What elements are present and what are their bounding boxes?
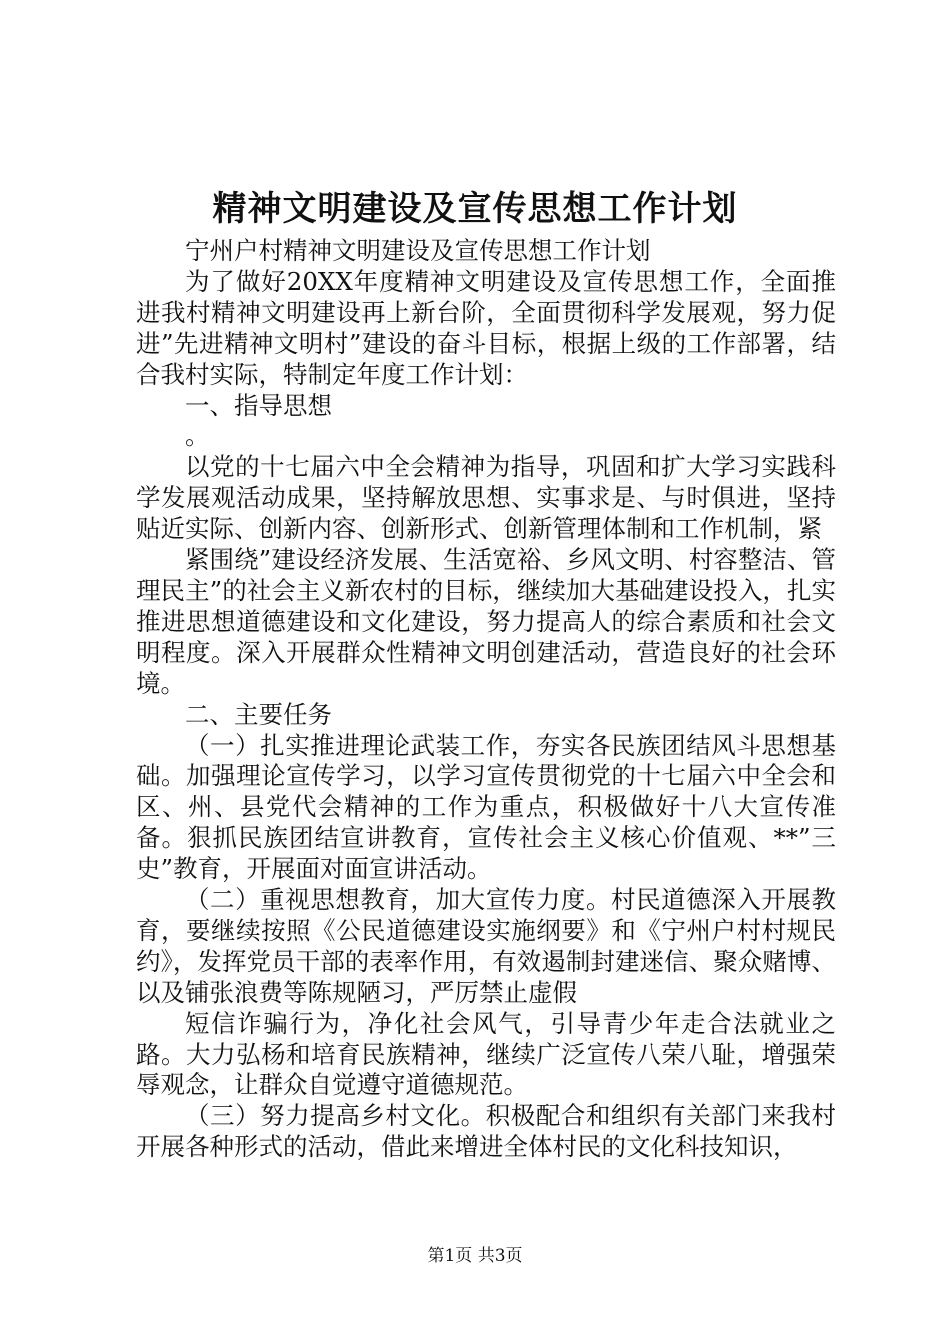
section-heading-guiding-thought: 一、指导思想 <box>185 390 332 420</box>
paragraph-goals: 紧围绕”建设经济发展、生活宽裕、乡风文明、村容整洁、管理民主”的社会主义新农村的目标，继续加大基础建设投入，扎实推进思想道德建设和文化建设，努力提高人的综合素质和社会文明程度。深入开展群众性精神文明创建活动，营造良好的社会环境。 <box>136 545 836 698</box>
paragraph-period: 。 <box>185 421 210 451</box>
paragraph-intro: 为了做好20XX年度精神文明建设及宣传思想工作，全面推进我村精神文明建设再上新台阶，全面贯彻科学发展观，努力促进”先进精神文明村”建设的奋斗目标，根据上级的工作部署，结合我村实际，特制定年度工作计划： <box>136 266 836 389</box>
document-body <box>136 236 836 1163</box>
paragraph-subtitle: 宁州户村精神文明建设及宣传思想工作计划 <box>185 236 651 265</box>
paragraph-task-1: （一）扎实推进理论武装工作，夯实各民族团结风斗思想基础。加强理论宣传学习，以学习宣传贯彻党的十七届六中全会和区、州、县党代会精神的工作为重点，积极做好十八大宣传准备。狠抓民族团结宣讲教育，宣传社会主义核心价值观、**”三史”教育，开展面对面宣讲活动。 <box>136 730 836 884</box>
paragraph-task-2-continued: 短信诈骗行为，净化社会风气，引导青少年走合法就业之路。大力弘杨和培育民族精神，继续广泛宣传八荣八耻，增强荣辱观念，让群众自觉遵守道德规范。 <box>136 1008 836 1100</box>
paragraph-guiding-thought: 以党的十七届六中全会精神为指导，巩固和扩大学习实践科学发展观活动成果，坚持解放思想、实事求是、与时俱进，坚持贴近实际、创新内容、创新形式、创新管理体制和工作机制，紧 <box>136 452 836 544</box>
paragraph-task-2: （二）重视思想教育，加大宣传力度。村民道德深入开展教育，要继续按照《公民道德建设实施纲要》和《宁州户村村规民约》，发挥党员干部的表率作用，有效遏制封建迷信、聚众赌博、以及铺张浪费等陈规陋习，严厉禁止虚假 <box>136 885 836 1007</box>
document-title: 精神文明建设及宣传思想工作计划 <box>212 189 738 229</box>
section-heading-main-tasks: 二、主要任务 <box>185 699 332 729</box>
paragraph-task-3: （三）努力提高乡村文化。积极配合和组织有关部门来我村开展各种形式的活动，借此来增进全体村民的文化科技知识， <box>136 1101 836 1162</box>
page-footer: 第1页 共3页 <box>427 1246 523 1266</box>
